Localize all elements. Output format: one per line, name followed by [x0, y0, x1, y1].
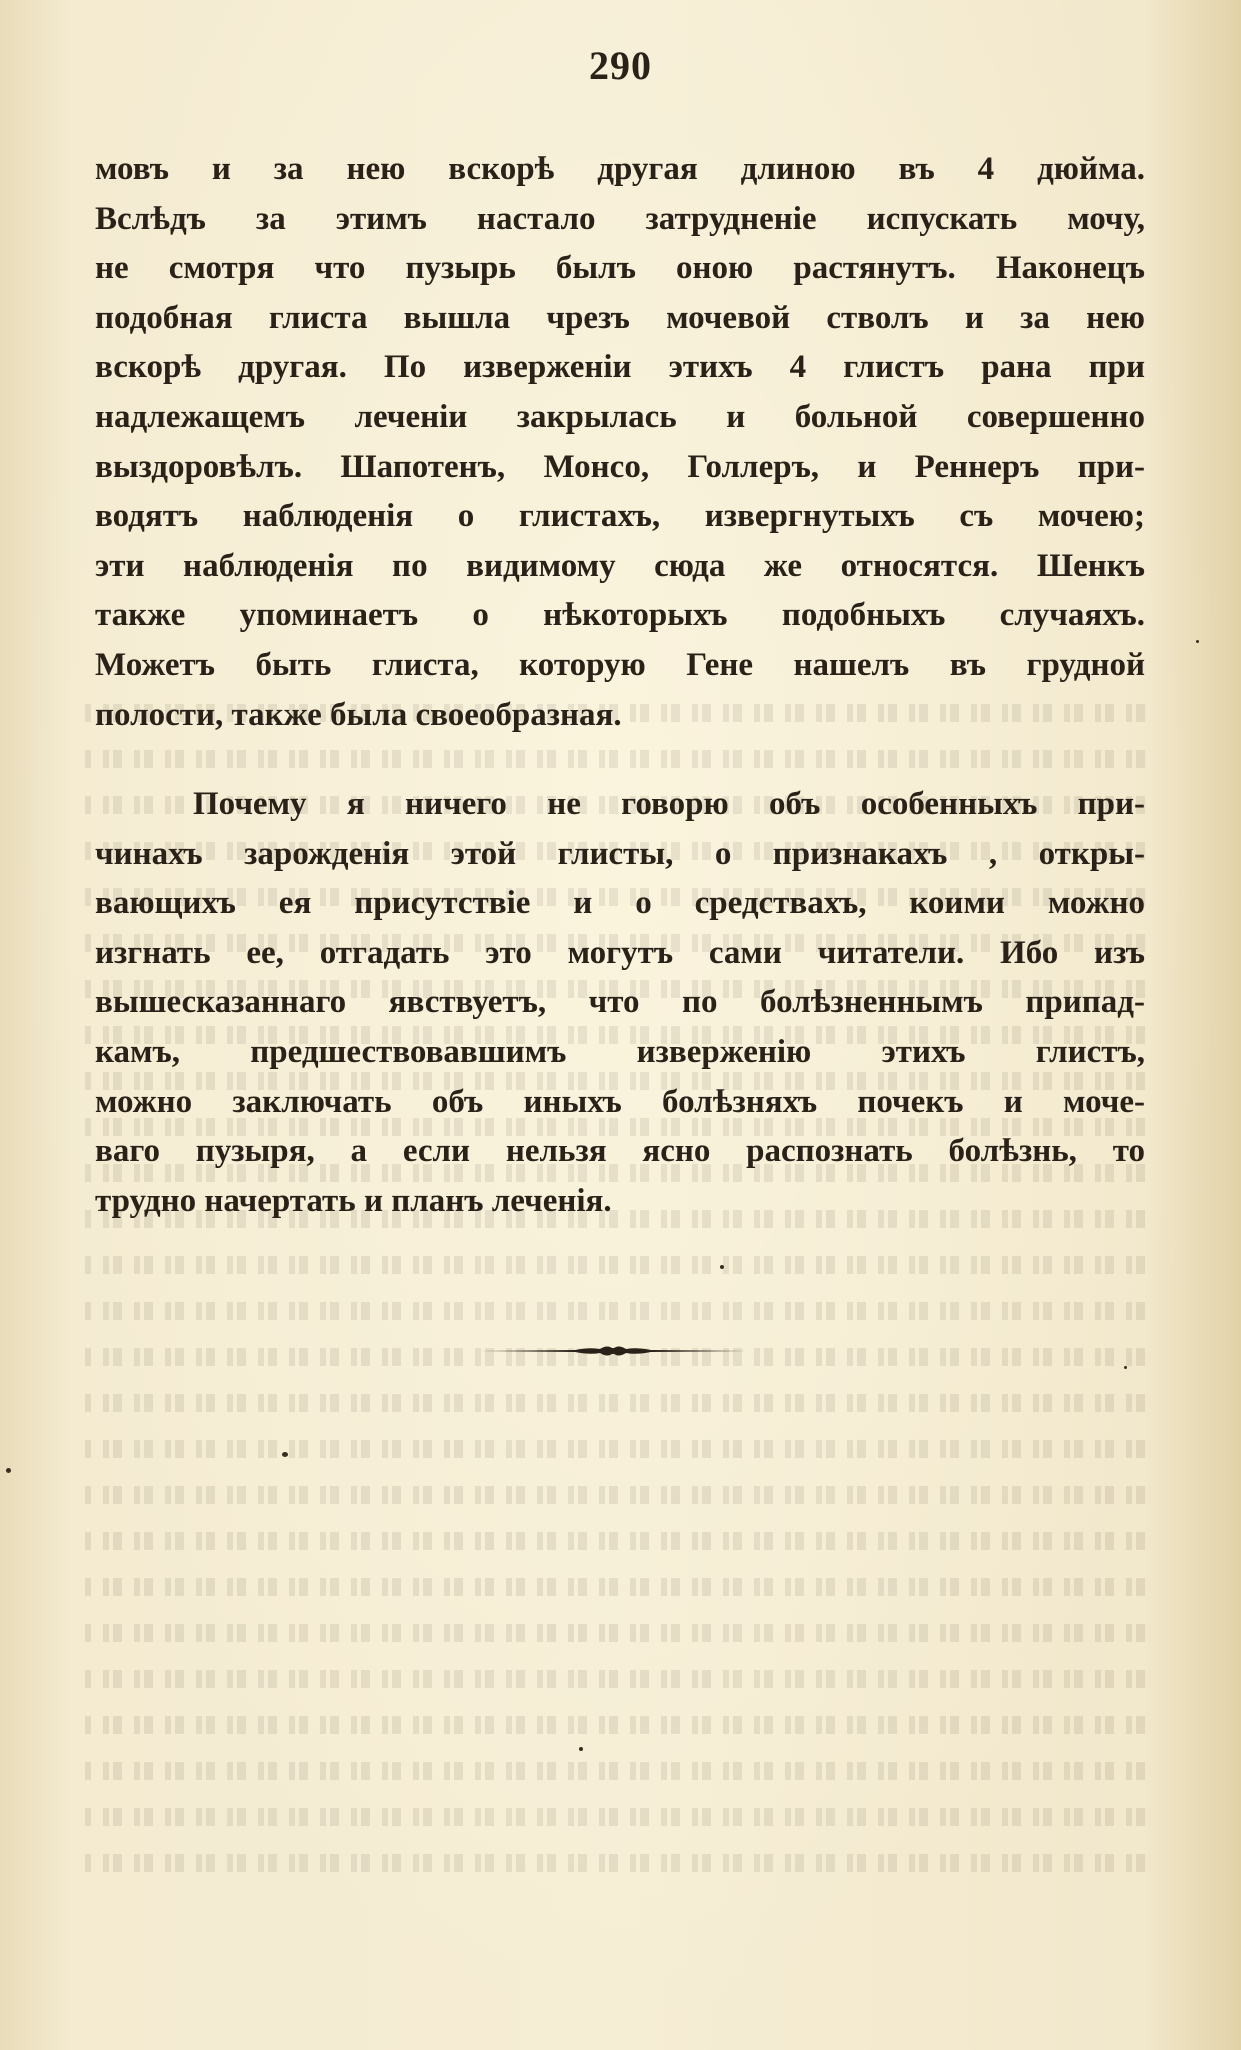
ink-speck	[1196, 640, 1199, 643]
text-line: Почему я ничего не говорю объ особенныхъ при-	[193, 786, 1145, 822]
ink-speck	[720, 1265, 724, 1269]
ink-speck	[1124, 1366, 1127, 1369]
text-line: выздоровѣлъ. Шапотенъ, Монсо, Голлеръ, и Реннеръ при-	[95, 448, 1145, 485]
text-line: камъ, предшествовавшимъ изверженію этихъ глистъ,	[95, 1033, 1145, 1070]
text-line: водятъ наблюденія о глистахъ, извергнутыхъ съ мочею;	[95, 498, 1145, 535]
text-line: вскорѣ другая. По изверженіи этихъ 4 глистъ рана при	[95, 349, 1145, 386]
page-number: 290	[589, 43, 652, 88]
ink-speck	[6, 1468, 11, 1473]
text-line: не смотря что пузырь былъ оною растянутъ. Наконецъ	[95, 250, 1145, 287]
text-line: подобная глиста вышла чрезъ мочевой стволъ и за нею	[95, 299, 1145, 336]
text-line: трудно начертать и планъ леченія.	[95, 1182, 612, 1219]
text-line: мовъ и за нею вскорѣ другая длиною въ 4 дюйма.	[95, 151, 1145, 187]
paragraph-continuation	[95, 145, 1145, 740]
section-end-ornament	[480, 1336, 746, 1366]
text-line: эти наблюденія по видимому сюда же относятся. Шенкъ	[95, 547, 1145, 584]
text-line: можно заключать объ иныхъ болѣзняхъ почекъ и моче-	[95, 1083, 1145, 1120]
ink-speck	[579, 1747, 583, 1751]
text-line: вающихъ ея присутствіе и о средствахъ, коими можно	[95, 885, 1145, 922]
text-line: надлежащемъ леченіи закрылась и больной совершенно	[95, 398, 1145, 435]
text-line: Можетъ быть глиста, которую Гене нашелъ въ грудной	[95, 646, 1145, 683]
text-line: Вслѣдъ за этимъ настало затрудненіе испускать мочу,	[95, 200, 1145, 237]
text-line: полости, также была своеобразная.	[95, 696, 622, 733]
text-line: изгнать ее, отгадать это могутъ сами читатели. Ибо изъ	[95, 934, 1145, 971]
ink-speck	[282, 1452, 288, 1457]
text-line: чинахъ зарожденія этой глисты, о признакахъ , откры-	[95, 835, 1145, 872]
text-line: ваго пузыря, а если нельзя ясно распознать болѣзнь, то	[95, 1133, 1145, 1170]
text-line: вышесказаннаго явствуетъ, что по болѣзненнымъ припад-	[95, 984, 1145, 1021]
text-line: также упоминаетъ о нѣкоторыхъ подобныхъ случаяхъ.	[95, 597, 1145, 634]
paragraph-conclusion	[95, 780, 1145, 1226]
